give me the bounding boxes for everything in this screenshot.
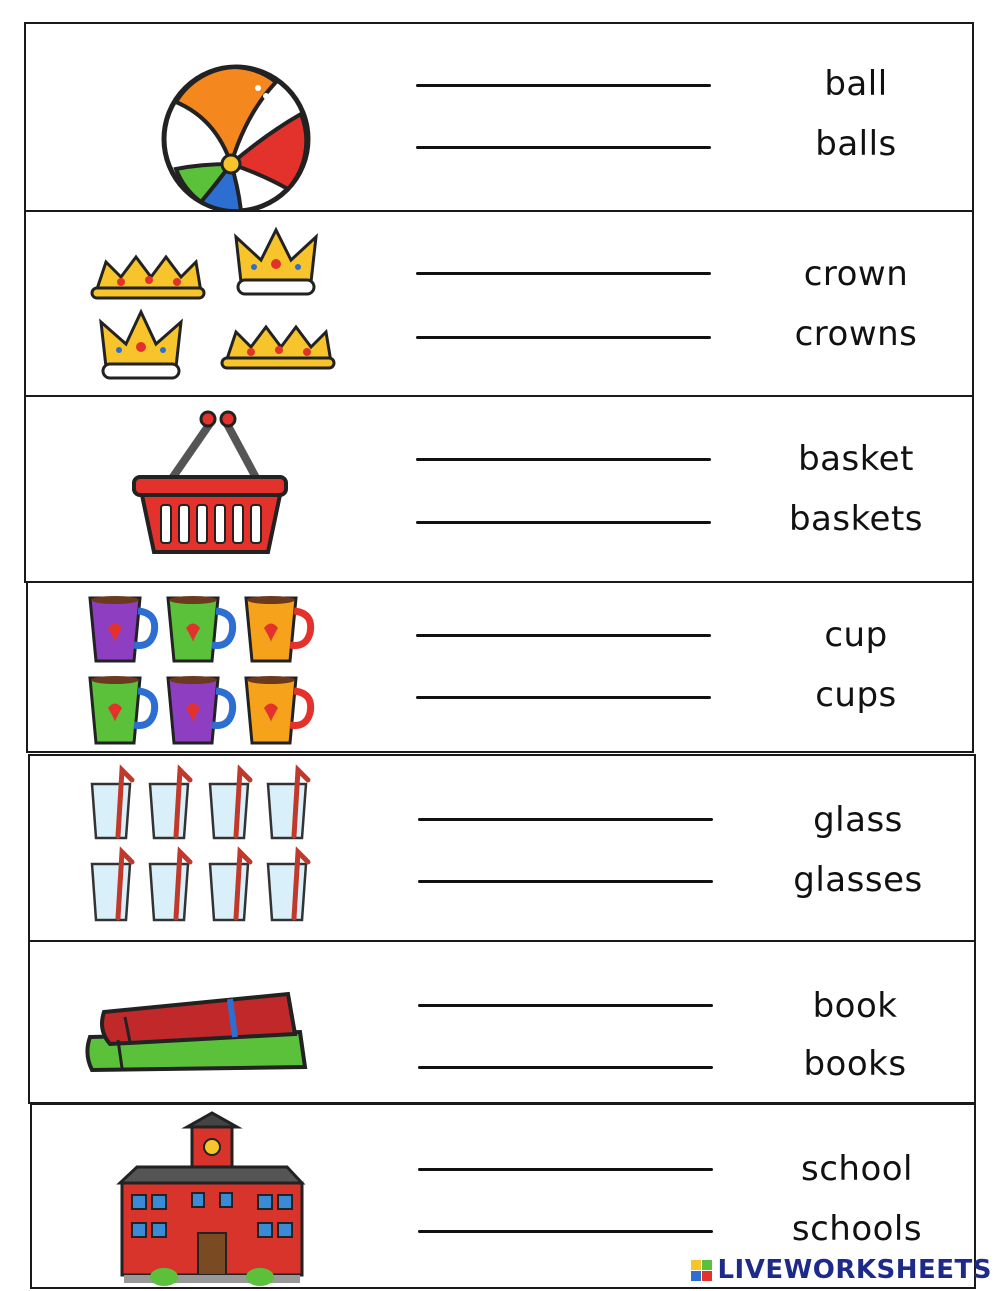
- crowns-icon: [26, 212, 386, 395]
- school-icon: [32, 1105, 392, 1287]
- word-plural: balls: [815, 124, 897, 164]
- answer-line-singular[interactable]: [416, 634, 711, 637]
- answer-line-plural[interactable]: [416, 146, 711, 149]
- cups-icon: [28, 583, 388, 751]
- answer-line-plural[interactable]: [418, 880, 713, 883]
- word-plural: baskets: [788, 499, 924, 539]
- answer-line-plural[interactable]: [418, 1230, 713, 1233]
- liveworksheets-logo: [691, 1253, 992, 1287]
- brand-text: LIVEWORKSHEETS: [717, 1255, 992, 1285]
- answer-line-plural[interactable]: [416, 521, 711, 524]
- liveworksheets-logo-icon: [691, 1260, 712, 1281]
- basket-icon: [26, 397, 386, 581]
- answer-line-singular[interactable]: [416, 84, 711, 87]
- word-singular: basket: [798, 439, 914, 479]
- answer-line-singular[interactable]: [418, 1004, 713, 1007]
- answer-line-singular[interactable]: [418, 1168, 713, 1171]
- glasses-icon: [30, 756, 390, 940]
- word-plural: cups: [815, 675, 897, 715]
- worksheet-row-basket: [24, 395, 974, 583]
- answer-line-singular[interactable]: [416, 458, 711, 461]
- word-singular: ball: [824, 64, 888, 104]
- worksheet-row-ball: [24, 22, 974, 212]
- worksheet-row-glass: [28, 754, 976, 942]
- beach-ball-icon: [26, 24, 386, 210]
- answer-line-plural[interactable]: [418, 1066, 713, 1069]
- worksheet-row-book: [28, 940, 976, 1104]
- books-icon: [30, 942, 390, 1102]
- word-singular: school: [800, 1149, 913, 1189]
- word-plural: schools: [791, 1209, 923, 1249]
- word-plural: glasses: [793, 860, 923, 900]
- word-plural: crowns: [794, 314, 918, 354]
- answer-line-singular[interactable]: [418, 818, 713, 821]
- word-singular: crown: [803, 254, 909, 294]
- answer-line-plural[interactable]: [416, 336, 711, 339]
- word-singular: book: [812, 986, 898, 1026]
- worksheet-row-crown: [24, 210, 974, 397]
- answer-line-plural[interactable]: [416, 696, 711, 699]
- word-singular: cup: [824, 615, 888, 655]
- answer-line-singular[interactable]: [416, 272, 711, 275]
- worksheet-row-cup: [26, 581, 974, 753]
- word-singular: glass: [813, 800, 903, 840]
- word-plural: books: [803, 1044, 907, 1084]
